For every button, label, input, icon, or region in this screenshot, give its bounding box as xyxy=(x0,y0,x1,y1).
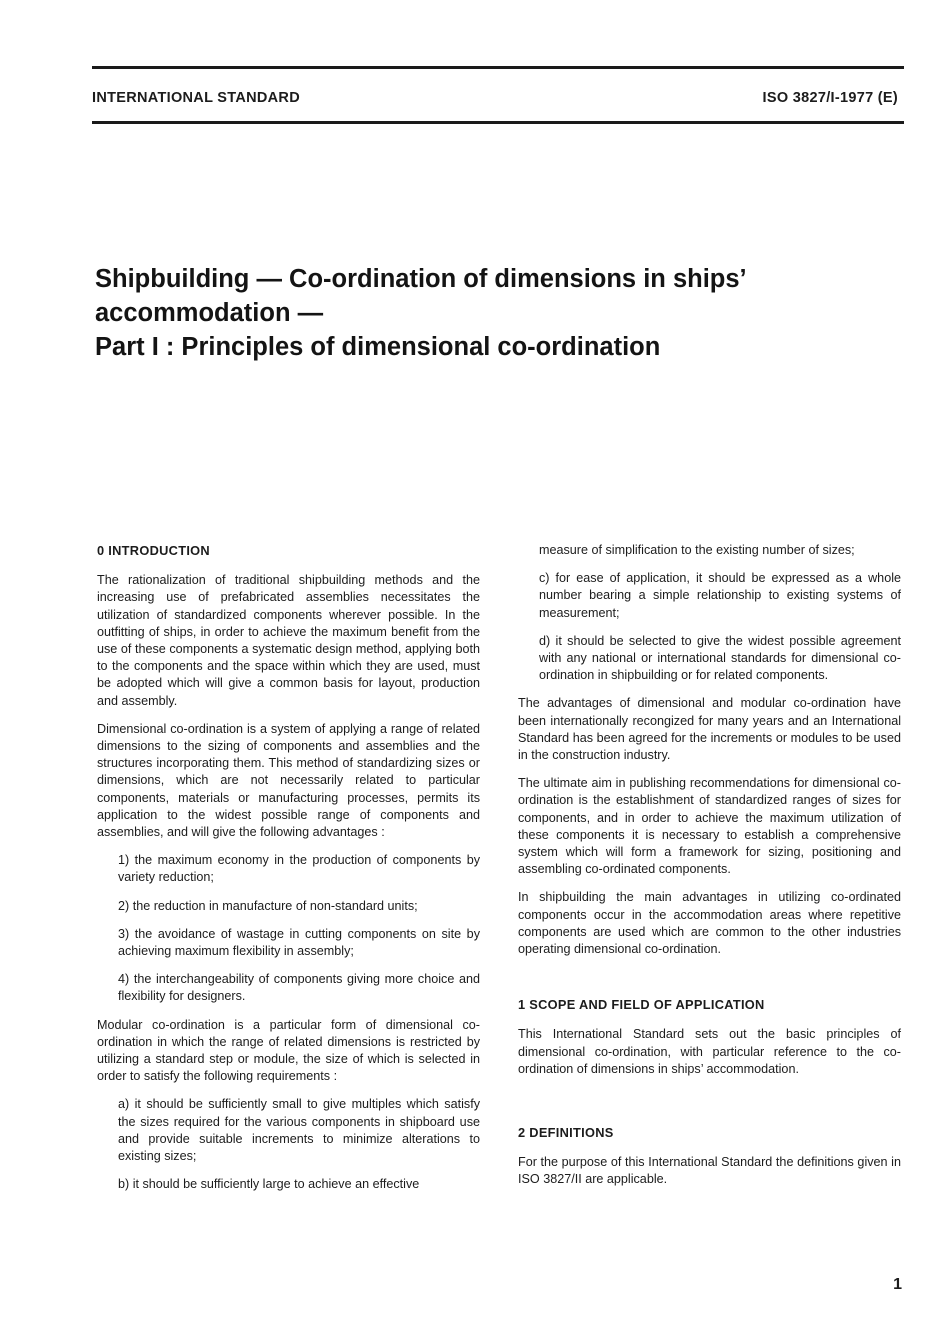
intro-paragraph-5: The ultimate aim in publishing recommendations for dimensional co-ordination is the establishment of standardized ranges of sizes for components, and in order to achieve the maximum utilization of these components it is necessary to establish a comprehensive system which will form a framework for sizing, positioning and assembling co-ordinated components. xyxy=(518,776,901,877)
requirement-item-d: d) it should be selected to give the widest possible agreement with any national or international standards for dimensional co-ordination in shipbuilding or for related components. xyxy=(539,633,901,683)
right-column xyxy=(518,542,901,1200)
title-line-1: Shipbuilding — Co-ordination of dimensions in ships’ xyxy=(95,265,747,293)
requirement-item-b: b) it should be sufficiently large to achieve an effective xyxy=(118,1177,420,1192)
scope-heading: 1 SCOPE AND FIELD OF APPLICATION xyxy=(518,997,765,1013)
left-column xyxy=(97,542,480,1205)
page-number: 1 xyxy=(893,1276,902,1293)
title-line-2: accommodation — xyxy=(95,299,324,327)
requirement-item-b-continued: measure of simplification to the existing number of sizes; xyxy=(539,543,855,557)
requirement-item-a: a) it should be sufficiently small to give multiples which satisfy the sizes required for the various components in shipboard use and provide suitable increments to minimize alterations to existing sizes; xyxy=(118,1097,480,1164)
intro-paragraph-6: In shipbuilding the main advantages in utilizing co-ordinated components occur in the accommodation areas where repetitive components are used which are common to the other industries operating dimensional co-ordination. xyxy=(518,890,901,957)
advantage-item-1: 1) the maximum economy in the production of components by variety reduction; xyxy=(118,853,480,885)
intro-paragraph-1: The rationalization of traditional shipbuilding methods and the increasing use of prefabricated assemblies necessitates the utilization of standardized components wherever possible. In the outfitting of ships, in order to achieve the maximum benefit from the use of these components a systematic design method, applying both to the components and the space within which they are used, must be adopted which will give a common basis for layout, production and assembly. xyxy=(97,573,480,708)
standard-number: ISO 3827/I-1977 (E) xyxy=(762,90,898,106)
definitions-heading: 2 DEFINITIONS xyxy=(518,1125,614,1141)
header-rule-bottom xyxy=(92,121,904,124)
document-title xyxy=(95,262,875,364)
advantage-item-2: 2) the reduction in manufacture of non-standard units; xyxy=(118,898,418,913)
intro-paragraph-2: Dimensional co-ordination is a system of applying a range of related dimensions to the sizing of components and assemblies and the structures incorporating them. This method of standardizing sizes or dimensions, which are not necessarily related to particular components, materials or manufacturing processes, permits its application to the widest possible range of components and assemblies, and will give the following advantages : xyxy=(97,721,480,840)
introduction-heading: 0 INTRODUCTION xyxy=(97,543,210,558)
advantage-item-4: 4) the interchangeability of components giving more choice and flexibility for designers. xyxy=(118,972,480,1004)
intro-paragraph-3: Modular co-ordination is a particular form of dimensional co-ordination in which the range of related dimensions is restricted by utilizing a standard step or module, the size of which is selected in order to satisfy the following requirements : xyxy=(97,1017,480,1084)
header-rule-top xyxy=(92,66,904,69)
intro-paragraph-4: The advantages of dimensional and modular co-ordination have been internationally recongized for many years and an International Standard has been agreed for the increments or modules to be used in the construction industry. xyxy=(518,696,901,763)
title-line-3: Part I : Principles of dimensional co-ordination xyxy=(95,333,661,361)
requirement-item-c: c) for ease of application, it should be expressed as a whole number bearing a simple relationship to existing systems of measurement; xyxy=(539,571,901,620)
definitions-paragraph: For the purpose of this International Standard the definitions given in ISO 3827/II are applicable. xyxy=(518,1155,901,1187)
document-type-label: INTERNATIONAL STANDARD xyxy=(92,90,300,106)
advantage-item-3: 3) the avoidance of wastage in cutting components on site by achieving maximum flexibility in assembly; xyxy=(118,926,480,959)
scope-paragraph: This International Standard sets out the basic principles of dimensional co-ordination, with particular reference to the co-ordination of dimensions in ships’ accommodation. xyxy=(518,1027,901,1076)
